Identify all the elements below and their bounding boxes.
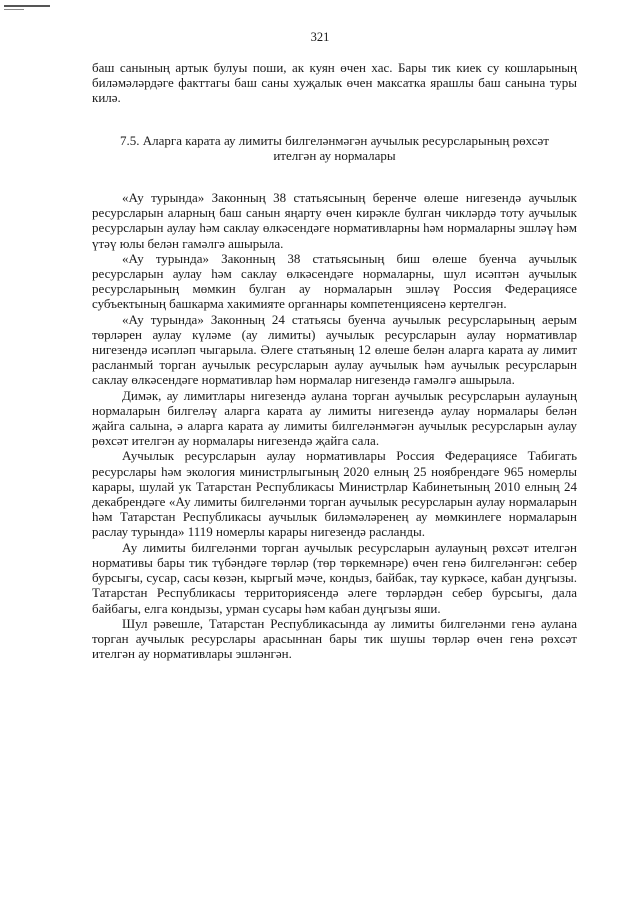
scan-artifact-line bbox=[4, 5, 50, 7]
paragraph-1: «Ау турында» Законның 38 статьясының беренче өлеше нигезендә аучылык ресурсларын аларның баш санын яңарту өчен кирәкле булган чикләрдә тоту аучылык ресурсларын аулау һәм саклау өлкәсендәге нормативларны һәм нормаларны эшләү һәм үтәү юлы белән гамәлгә ашырыла. bbox=[92, 190, 577, 251]
paragraph-2: «Ау турында» Законның 38 статьясының биш өлеше буенча аучылык ресурсларын аулау һәм саклау өлкәсендәге нормаларны, шул исәптән аучылык ресурсларының мөмкин булган ау нормаларын эшләү Россия Федерациясе субъектының башкарма хакимияте органнары компетенциясенә кертелгән. bbox=[92, 250, 577, 312]
paragraph-7: Шул рәвешле, Татарстан Республикасында ау лимиты билгеләнми генә аулана торган аучылык ресурслары арасыннан бары тик шушы төрләр өчен генә рөхсәт ителгән ау нормативлары эшләнгән. bbox=[92, 615, 577, 662]
scan-artifact-line-short bbox=[4, 9, 24, 10]
page-number: 321 bbox=[310, 30, 330, 44]
paragraph-4: Димәк, ау лимитлары нигезендә аулана торган аучылык ресурсларын аулауның нормаларын билгеләү аларга карата ау лимиты нигезендә аулау нормалары белән җайга салына, ә аларга карата ау лимиты билгеләнмәгән аучылык ресурсларын аулау рөхсәт ителгән ау нормалары нигезендә җайга сала. bbox=[92, 387, 577, 449]
paragraph-5: Аучылык ресурсларын аулау нормативлары Россия Федерациясе Табигать ресурслары һәм экология министрлыгының 2020 елның 25 ноябрендәге 965 номерлы карары, шулай ук Татарстан Республикасы Министрлар Кабинетының 2010 елның 24 декабрендәге «Ау лимиты билгеләнми торган аучылык ресурсларын аулау нормаларын һәм Татарстан Республикасы аучылык биләмәләренең ау мөмкинлеге нормаларын раслау турында» 1119 номерлы карары нигезендә расланды. bbox=[92, 448, 577, 540]
document-body bbox=[92, 60, 577, 661]
section-heading-line-1: 7.5. Аларга карата ау лимиты билгеләнмәгән аучылык ресурсларының рөхсәт bbox=[120, 132, 549, 148]
paragraph-3: «Ау турында» Законның 24 статьясы буенча аучылык ресурсларының аерым төрләрен аулау күләме (ау лимиты) аучылык ресурсларын аулау нормативлар нигезендә исәпләп чыгарыла. Әлеге статьяның 12 өлеше белән аларга карата ау лимит расланмый торган аучылык ресурсларын аулау аучылык һәм аучылык ресурсларын саклау өлкәсендәге нормативлар һәм нормалар нигезендә гамәлгә ашырыла. bbox=[92, 311, 577, 388]
paragraph-6: Ау лимиты билгеләнми торган аучылык ресурсларын аулауның рөхсәт ителгән нормативы бары тик түбәндәге төрләр (төр төркемнәре) өчен генә билгеләнгән: себер бурсыгы, сусар, сасы көзән, кыргый мәче, кондыз, байбак, тау куркәсе, кабан дуңгызы. Татарстан Республикасы территориясендә әлеге төрләрдән себер бурсыгы, дала байбагы, елга кондызы, урман сусары һәм кабан дуңгызы яши. bbox=[92, 539, 577, 616]
section-heading-line-2: ителгән ау нормалары bbox=[273, 147, 396, 163]
intro-paragraph: баш санының артык булуы поши, ак куян өчен хас. Бары тик киек су кошларының биләмәләрдәге факттагы баш саны хуҗалык өчен максатка ярашлы баш санына туры килә. bbox=[92, 60, 577, 106]
section-heading bbox=[112, 133, 557, 163]
